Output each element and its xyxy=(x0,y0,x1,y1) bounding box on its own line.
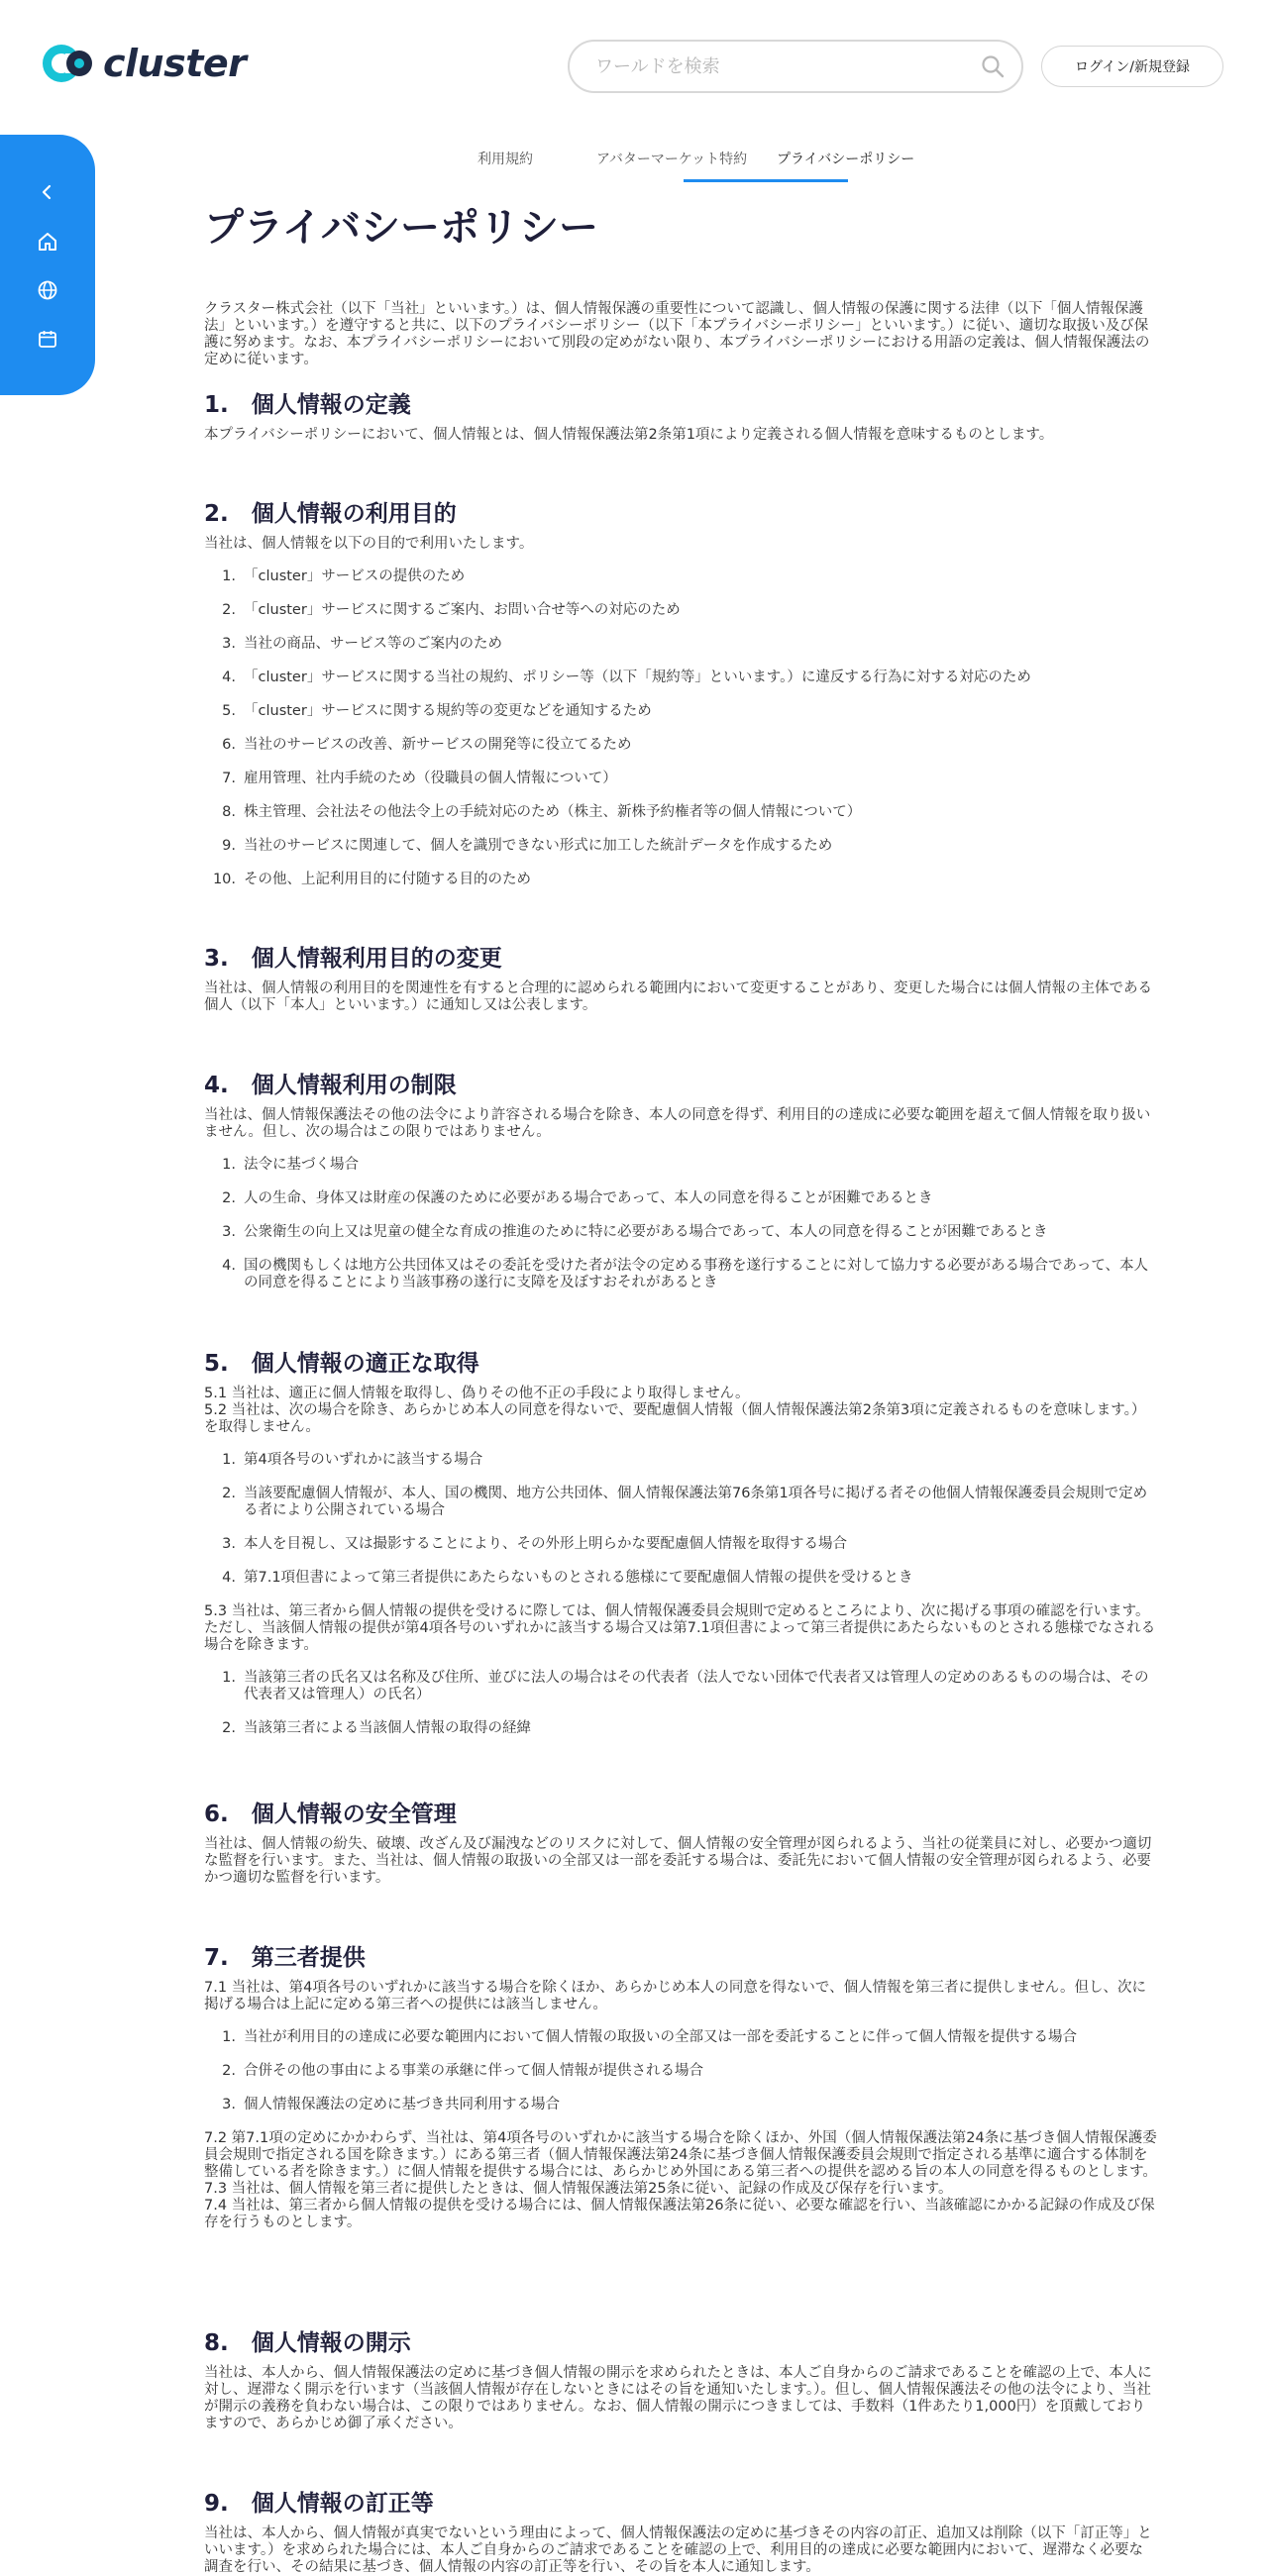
tab-terms[interactable]: 利用規約 xyxy=(477,152,533,167)
list-item-number: 1. xyxy=(222,2029,236,2045)
section-heading: 8. 個人情報の開示 xyxy=(204,2330,411,2356)
section-body: 7.3 当社は、個人情報を第三者に提供したときは、個人情報保護法第25条に従い、記録の作成及び保存を行います。 xyxy=(204,2181,953,2197)
list-item-text: 人の生命、身体又は財産の保護のために必要がある場合であって、本人の同意を得ることが困難であるとき xyxy=(244,1190,933,1206)
list-item-text: 合併その他の事由による事業の承継に伴って個人情報が提供される場合 xyxy=(244,2063,703,2079)
list-item-number: 1. xyxy=(222,1670,236,1686)
list-item-text: 当社が利用目的の達成に必要な範囲内において個人情報の取扱いの全部又は一部を委託することに伴って個人情報を提供する場合 xyxy=(244,2029,1077,2045)
list-item xyxy=(204,1720,1157,1737)
list-item-number: 2. xyxy=(222,1190,236,1206)
list-item-number: 6. xyxy=(222,737,236,753)
list-item xyxy=(204,737,1157,754)
section-body: 7.2 第7.1項の定めにかかわらず、当社は、第4項各号のいずれかに該当する場合を除くほか、外国（個人情報保護法第24条に基づき個人情報保護委員会規則で指定される国を除きます。）にある第三者（個人情報保護法第24条に基づき個人情報保護委員会規則で指定される基準に適合する体制を整備している者を除きます。）に個人情報を提供する場合には、あらかじめ外国にある第三者への提供を認める旨の本人の同意を得るものとします。 xyxy=(204,2130,1157,2180)
home-icon[interactable] xyxy=(36,230,59,254)
third-party-exception-list xyxy=(204,2029,1157,2113)
tab-privacy-policy[interactable]: プライバシーポリシー xyxy=(777,152,915,167)
list-item-number: 3. xyxy=(222,1224,236,1240)
login-signup-button[interactable]: ログイン/新規登録 xyxy=(1041,46,1223,87)
list-item-number: 2. xyxy=(222,1720,236,1736)
list-item-number: 8. xyxy=(222,804,236,820)
cluster-logo-icon xyxy=(42,40,95,87)
search-icon[interactable] xyxy=(980,53,1006,83)
list-item-text: 国の機関もしくは地方公共団体又はその委託を受けた者が法令の定める事務を遂行することに対して協力する必要がある場合であって、本人の同意を得ることにより当該事務の遂行に支障を及ぼすおそれがあるとき xyxy=(244,1258,1149,1290)
list-item-number: 9. xyxy=(222,838,236,854)
list-item xyxy=(204,1190,1157,1207)
policy-content xyxy=(204,188,1157,383)
list-item-number: 1. xyxy=(222,1157,236,1173)
list-item xyxy=(204,1157,1157,1174)
list-item xyxy=(204,670,1157,686)
list-item-number: 5. xyxy=(222,703,236,719)
list-item xyxy=(204,636,1157,653)
list-item-text: 当該第三者の氏名又は名称及び住所、並びに法人の場合はその代表者（法人でない団体で代表者又は管理人の定めのあるものの場合は、その代表者又は管理人）の氏名） xyxy=(244,1670,1149,1702)
list-item-number: 2. xyxy=(222,2063,236,2079)
section-body: 5.1 当社は、適正に個人情報を取得し、偽りその他不正の手段により取得しません。 xyxy=(204,1386,750,1401)
section-heading: 6. 個人情報の安全管理 xyxy=(204,1802,457,1827)
list-item xyxy=(204,1536,1157,1553)
list-item-text: 第4項各号のいずれかに該当する場合 xyxy=(244,1452,483,1468)
list-item xyxy=(204,602,1157,619)
section-body: 5.3 当社は、第三者から個人情報の提供を受けるに際しては、個人情報保護委員会規則で定めるところにより、次に掲げる事項の確認を行います。ただし、当該個人情報の提供が第4項各号のいずれかに該当する場合又は第7.1項但書によって第三者提供にあたらないものとされる態様でなされる場合を除きます。 xyxy=(204,1603,1156,1653)
list-item-text: 当該要配慮個人情報が、本人、国の機関、地方公共団体、個人情報保護法第76条第1項各号に掲げる者その他個人情報保護委員会規則で定める者により公開されている場合 xyxy=(244,1486,1148,1518)
section-heading: 4. 個人情報利用の制限 xyxy=(204,1073,457,1098)
list-item-text: 当社のサービスに関連して、個人を識別できない形式に加工した統計データを作成するため xyxy=(244,838,833,854)
section-heading: 7. 第三者提供 xyxy=(204,1945,366,1971)
list-item-text: 公衆衛生の向上又は児童の健全な育成の推進のために特に必要がある場合であって、本人の同意を得ることが困難であるとき xyxy=(244,1224,1048,1240)
search-box[interactable] xyxy=(568,40,1023,93)
section-6 xyxy=(204,1798,1157,1887)
section-heading: 5. 個人情報の適正な取得 xyxy=(204,1351,479,1377)
list-item-text: 個人情報保護法の定めに基づき共同利用する場合 xyxy=(244,2097,560,2112)
tab-avatar-market[interactable]: アバターマーケット特約 xyxy=(596,152,748,167)
globe-icon[interactable] xyxy=(36,278,59,302)
list-item xyxy=(204,1224,1157,1241)
list-item-number: 2. xyxy=(222,1486,236,1501)
list-item xyxy=(204,804,1157,821)
list-item-number: 1. xyxy=(222,1452,236,1468)
confirmation-list xyxy=(204,1670,1157,1737)
list-item-text: 法令に基づく場合 xyxy=(244,1157,359,1173)
section-body: 当社は、個人情報の紛失、破壊、改ざん及び漏洩などのリスクに対して、個人情報の安全管理が図られるよう、当社の従業員に対し、必要かつ適切な監督を行います。また、当社は、個人情報の取扱いの全部又は一部を委託する場合は、委託先において個人情報の安全管理が図られるよう、必要かつ適切な監督を行います。 xyxy=(204,1836,1152,1886)
section-body: 7.1 当社は、第4項各号のいずれかに該当する場合を除くほか、あらかじめ本人の同意を得ないで、個人情報を第三者に提供しません。但し、次に掲げる場合は上記に定める第三者への提供には該当しません。 xyxy=(204,1980,1146,2012)
search-input[interactable] xyxy=(593,55,954,78)
intro-paragraph: クラスター株式会社（以下「当社」といいます。）は、個人情報保護の重要性について認識し、個人情報の保護に関する法律（以下「個人情報保護法」といいます。）を遵守すると共に、以下のプライバシーポリシー（以下「本プライバシーポリシー」といいます。）に従い、適切な取扱い及び保護に努めます。なお、本プライバシーポリシーにおいて別段の定めがない限り、本プライバシーポリシーにおける用語の定義は、個人情報保護法の定めに従います。 xyxy=(204,301,1150,367)
list-item xyxy=(204,1570,1157,1587)
section-body: 当社は、個人情報保護法その他の法令により許容される場合を除き、本人の同意を得ず、利用目的の達成に必要な範囲を超えて個人情報を取り扱いません。但し、次の場合はこの限りではありません。 xyxy=(204,1107,1151,1140)
section-heading: 3. 個人情報利用目的の変更 xyxy=(204,946,502,972)
active-tab-indicator xyxy=(684,179,848,182)
section-body: 当社は、本人から、個人情報保護法の定めに基づき個人情報の開示を求められたときは、本人ご自身からのご請求であることを確認の上で、本人に対し、遅滞なく開示を行います（当該個人情報が存在しないときにはその旨を通知いたします。）。但し、個人情報保護法その他の法令により、当社が開示の義務を負わない場合は、この限りではありません。なお、個人情報の開示につきましては、手数料（1件あたり1,000円）を頂戴しておりますので、あらかじめ御了承ください。 xyxy=(204,2365,1152,2431)
list-item-text: 当社のサービスの改善、新サービスの開発等に役立てるため xyxy=(244,737,632,753)
list-item-text: 当社の商品、サービス等のご案内のため xyxy=(244,636,502,652)
sensitive-info-list xyxy=(204,1452,1157,1587)
section-body: 7.4 当社は、第三者から個人情報の提供を受ける場合には、個人情報保護法第26条に従い、必要な確認を行い、当該確認にかかる記録の作成及び保存を行うものとします。 xyxy=(204,2198,1155,2230)
section-body: 当社は、個人情報を以下の目的で利用いたします。 xyxy=(204,536,534,552)
list-item-text: 雇用管理、社内手続のため（役職員の個人情報について） xyxy=(244,771,617,786)
list-item-text: 「cluster」サービスに関する規約等の変更などを通知するため xyxy=(244,703,652,719)
logo-text: cluster xyxy=(103,42,247,85)
list-item-text: 株主管理、会社法その他法令上の手続対応のため（株主、新株予約権者等の個人情報について） xyxy=(244,804,862,820)
list-item-text: 第7.1項但書によって第三者提供にあたらないものとされる態様にて要配慮個人情報の提供を受けるとき xyxy=(244,1570,913,1586)
page-title: プライバシーポリシー xyxy=(204,205,598,251)
list-item-number: 7. xyxy=(222,771,236,786)
section-body: 本プライバシーポリシーにおいて、個人情報とは、個人情報保護法第2条第1項により定義される個人情報を意味するものとします。 xyxy=(204,427,1054,443)
section-4 xyxy=(204,1069,1157,1308)
list-item-text: 本人を目視し、又は撮影することにより、その外形上明らかな要配慮個人情報を取得する場合 xyxy=(244,1536,847,1552)
section-2 xyxy=(204,497,1157,905)
list-item xyxy=(204,1452,1157,1469)
list-item xyxy=(204,2063,1157,2080)
list-item-number: 2. xyxy=(222,602,236,618)
sidebar-nav xyxy=(0,135,95,395)
calendar-icon[interactable] xyxy=(36,327,59,351)
list-item xyxy=(204,771,1157,787)
section-9 xyxy=(204,2487,1157,2576)
list-item-number: 4. xyxy=(222,670,236,685)
section-8 xyxy=(204,2326,1157,2432)
section-3 xyxy=(204,942,1157,1014)
list-item xyxy=(204,838,1157,855)
list-item-text: その他、上記利用目的に付随する目的のため xyxy=(244,872,531,887)
cluster-logo[interactable] xyxy=(42,40,246,87)
list-item xyxy=(204,2029,1157,2046)
list-item xyxy=(204,1258,1157,1291)
section-heading: 2. 個人情報の利用目的 xyxy=(204,501,457,527)
list-item-text: 当該第三者による当該個人情報の取得の経緯 xyxy=(244,1720,531,1736)
section-heading: 1. 個人情報の定義 xyxy=(204,392,411,418)
section-5 xyxy=(204,1347,1157,1754)
list-item-text: 「cluster」サービスの提供のため xyxy=(244,568,466,584)
list-item-number: 3. xyxy=(222,636,236,652)
list-item xyxy=(204,568,1157,585)
list-item-text: 「cluster」サービスに関する当社の規約、ポリシー等（以下「規約等」といいます。）に違反する行為に対する対応のため xyxy=(244,670,1031,685)
section-heading: 9. 個人情報の訂正等 xyxy=(204,2491,434,2517)
section-7 xyxy=(204,1941,1157,2231)
section-body: 当社は、個人情報の利用目的を関連性を有すると合理的に認められる範囲内において変更することがあり、変更した場合には個人情報の主体である個人（以下「本人」といいます。）に通知し又は公表します。 xyxy=(204,980,1152,1013)
list-item-number: 3. xyxy=(222,1536,236,1552)
list-item xyxy=(204,1486,1157,1519)
section-body: 当社は、本人から、個人情報が真実でないという理由によって、個人情報保護法の定めに基づきその内容の訂正、追加又は削除（以下「訂正等」といいます。）を求められた場合には、本人ご自身からのご請求であることを確認の上で、利用目的の達成に必要な範囲内において、遅滞なく必要な調査を行い、その結果に基づき、個人情報の内容の訂正等を行い、その旨を本人に通知します。 xyxy=(204,2525,1152,2575)
list-item xyxy=(204,703,1157,720)
chevron-left-icon[interactable] xyxy=(36,180,59,204)
list-item xyxy=(204,872,1157,888)
list-item-number: 4. xyxy=(222,1570,236,1586)
section-1 xyxy=(204,388,1157,444)
exception-list xyxy=(204,1157,1157,1291)
list-item-number: 1. xyxy=(222,568,236,584)
list-item xyxy=(204,2097,1157,2113)
list-item-number: 4. xyxy=(222,1258,236,1274)
list-item xyxy=(204,1670,1157,1703)
list-item-number: 3. xyxy=(222,2097,236,2112)
section-body: 5.2 当社は、次の場合を除き、あらかじめ本人の同意を得ないで、要配慮個人情報（個人情報保護法第2条第3項に定義されるものを意味します。）を取得しません。 xyxy=(204,1402,1146,1435)
list-item-text: 「cluster」サービスに関するご案内、お問い合せ等への対応のため xyxy=(244,602,681,618)
site-header xyxy=(0,0,1272,134)
purpose-list xyxy=(204,568,1157,888)
list-item-number: 10. xyxy=(212,872,236,887)
